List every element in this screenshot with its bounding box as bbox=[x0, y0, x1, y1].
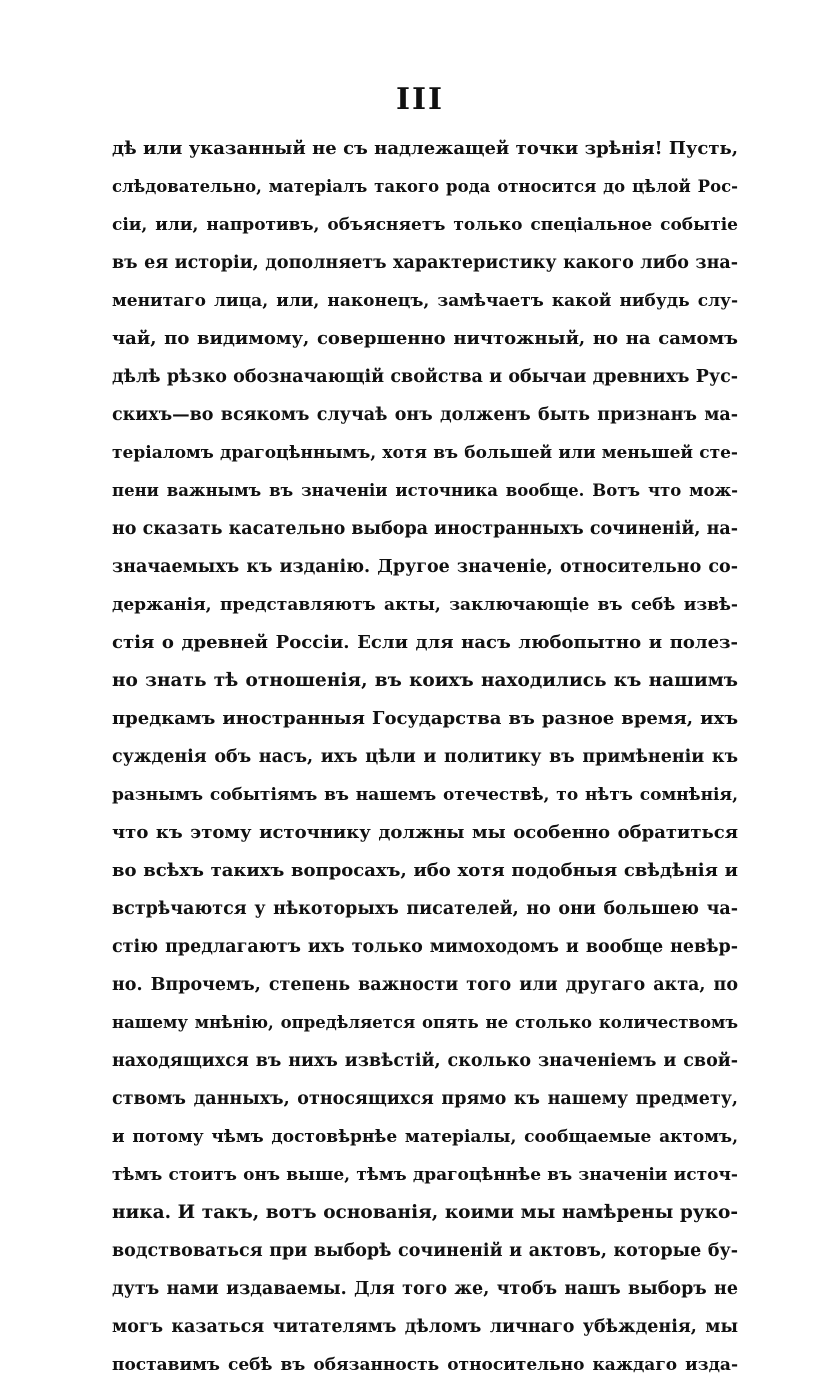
text-line: ника. И такъ, вотъ основанія, коими мы намѣрены руко- bbox=[112, 1202, 738, 1223]
text-line: разнымъ событіямъ въ нашемъ отечествѣ, то нѣтъ сомнѣнія, bbox=[112, 785, 738, 805]
text-line: скихъ—во всякомъ случаѣ онъ долженъ быть признанъ ма- bbox=[112, 405, 738, 425]
text-line: менитаго лица, или, наконецъ, замѣчаетъ какой нибудь слу- bbox=[112, 291, 738, 311]
text-line: тѣмъ стоитъ онъ выше, тѣмъ драгоцѣннѣе въ значеніи источ- bbox=[112, 1165, 738, 1185]
text-line: во всѣхъ такихъ вопросахъ, ибо хотя подобныя свѣдѣнія и bbox=[112, 860, 738, 881]
text-line: дѣлѣ рѣзко обозначающій свойства и обычаи древнихъ Рус- bbox=[112, 367, 738, 387]
text-line: слѣдовательно, матеріалъ такого рода относится до цѣлой Рос- bbox=[112, 177, 738, 196]
text-line: дутъ нами издаваемы. Для того же, чтобъ нашъ выборъ не bbox=[112, 1279, 738, 1299]
text-line: но. Впрочемъ, степень важности того или другаго акта, по bbox=[112, 975, 738, 995]
text-line: встрѣчаются у нѣкоторыхъ писателей, но они большею ча- bbox=[112, 899, 738, 919]
body-text bbox=[112, 130, 738, 1384]
text-line: поставимъ себѣ въ обязанность относительно каждаго изда- bbox=[112, 1355, 738, 1375]
text-line: но знать тѣ отношенія, въ коихъ находились къ нашимъ bbox=[112, 670, 738, 691]
text-line: могъ казаться читателямъ дѣломъ личнаго убѣжденія, мы bbox=[112, 1317, 738, 1337]
text-line: сіи, или, напротивъ, объясняетъ только спеціальное событіе bbox=[112, 215, 738, 235]
text-line: значаемыхъ къ изданію. Другое значеніе, относительно со- bbox=[112, 557, 738, 577]
text-line: водствоваться при выборѣ сочиненій и актовъ, которые бу- bbox=[112, 1241, 738, 1261]
text-line: чай, по видимому, совершенно ничтожный, но на самомъ bbox=[112, 328, 738, 349]
text-line: держанія, представляютъ акты, заключающіе въ себѣ извѣ- bbox=[112, 595, 738, 615]
text-line: и потому чѣмъ достовѣрнѣе матеріалы, сообщаемые актомъ, bbox=[112, 1127, 738, 1147]
text-line: сужденія объ насъ, ихъ цѣли и политику въ примѣненіи къ bbox=[112, 747, 738, 767]
text-line: предкамъ иностранныя Государства въ разное время, ихъ bbox=[112, 708, 738, 729]
text-line: дѣ или указанный не съ надлежащей точки зрѣнія! Пусть, bbox=[112, 138, 738, 159]
text-line: въ ея исторіи, дополняетъ характеристику какого либо зна- bbox=[112, 253, 738, 273]
page-number: III bbox=[395, 82, 445, 117]
text-line: теріаломъ драгоцѣннымъ, хотя въ большей или меньшей сте- bbox=[112, 443, 738, 463]
text-line: но сказать касательно выбора иностранныхъ сочиненій, на- bbox=[112, 519, 738, 539]
text-line: ствомъ данныхъ, относящихся прямо къ нашему предмету, bbox=[112, 1089, 738, 1109]
text-line: стію предлагаютъ ихъ только мимоходомъ и вообще невѣр- bbox=[112, 937, 738, 957]
text-line: пени важнымъ въ значеніи источника вообще. Вотъ что мож- bbox=[112, 481, 738, 500]
text-line: находящихся въ нихъ извѣстій, сколько значеніемъ и свой- bbox=[112, 1051, 738, 1071]
text-line: нашему мнѣнію, опредѣляется опять не столько количествомъ bbox=[112, 1013, 738, 1032]
text-line: что къ этому источнику должны мы особенно обратиться bbox=[112, 822, 738, 843]
text-line: стія о древней Россіи. Если для насъ любопытно и полез- bbox=[112, 632, 738, 653]
